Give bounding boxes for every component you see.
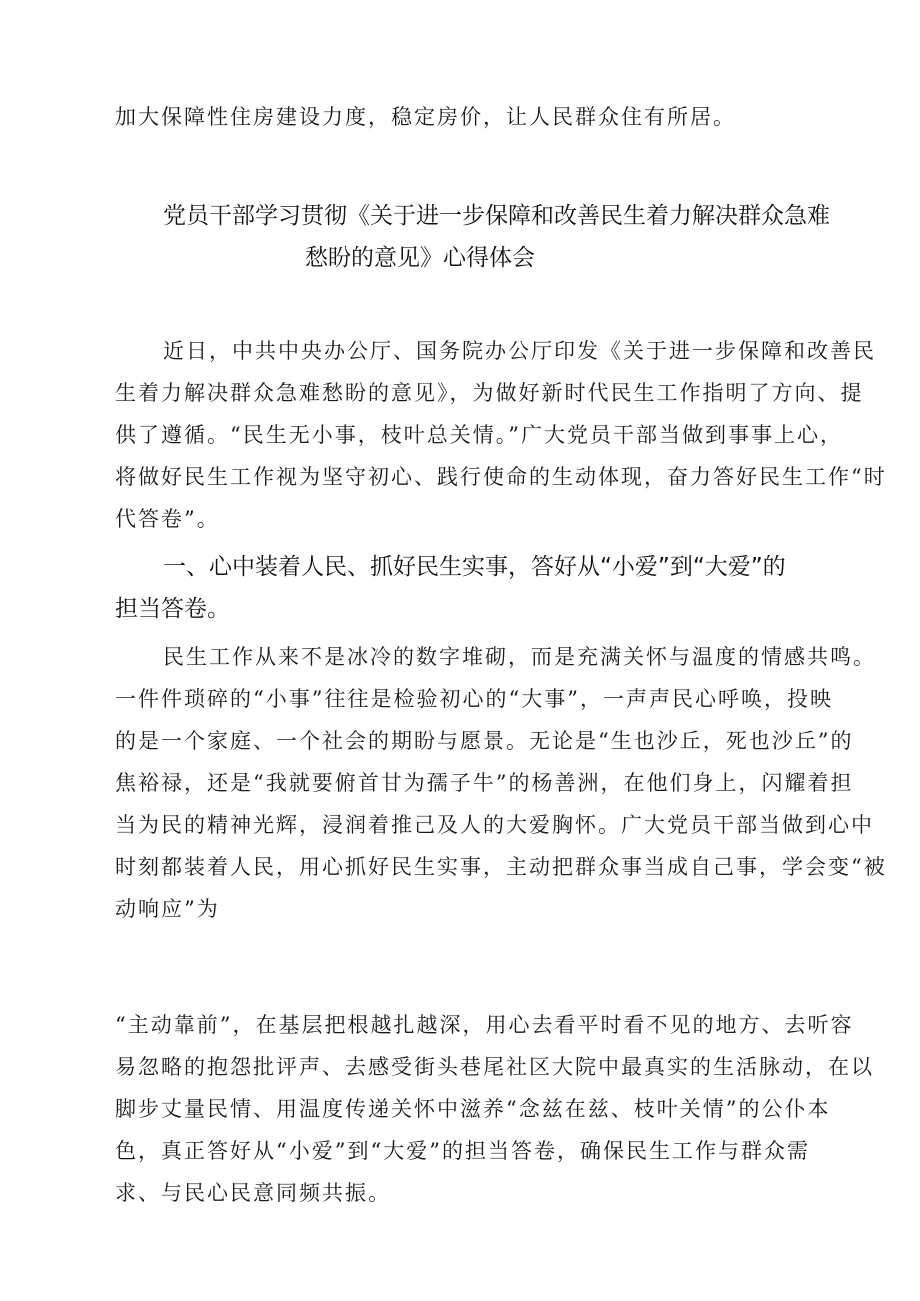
body-line: “主动靠前”，在基层把根越扎越深，用心去看平时看不见的地方、去听容 — [115, 1013, 854, 1037]
body-line: 求、与民心民意同频共振。 — [115, 1181, 391, 1205]
article-title-line-1: 党员干部学习贯彻《关于进一步保障和改善民生着力解决群众急难 — [163, 203, 830, 229]
body-line: 色，真正答好从“小爱”到“大爱”的担当答卷，确保民生工作与群众需 — [115, 1139, 810, 1163]
body-line: 的是一个家庭、一个社会的期盼与愿景。无论是“生也沙丘，死也沙丘”的 — [115, 729, 854, 753]
previous-paragraph-tail: 加大保障性住房建设力度，稳定房价，让人民群众住有所居。 — [115, 105, 736, 129]
body-line: 当为民的精神光辉，浸润着推己及人的大爱胸怀。广大党员干部当做到心中 — [115, 813, 874, 837]
body-line: 时刻都装着人民，用心抓好民生实事，主动把群众事当成自己事，学会变“被 — [115, 855, 887, 879]
section-heading-line-2: 担当答卷。 — [115, 596, 230, 622]
body-line: 焦裕禄，还是“我就要俯首甘为孺子牛”的杨善洲，在他们身上，闪耀着担 — [115, 771, 854, 795]
intro-line: 将做好民生工作视为坚守初心、践行使命的生动体现，奋力答好民生工作“时 — [115, 465, 887, 489]
body-line: 脚步丈量民情、用温度传递关怀中滋养“念兹在兹、枝叶关情”的公仆本 — [115, 1097, 831, 1121]
article-title-line-2: 愁盼的意见》心得体会 — [305, 245, 535, 271]
intro-line: 供了遵循。“民生无小事，枝叶总关情。”广大党员干部当做到事事上心， — [115, 423, 843, 447]
intro-line: 生着力解决群众急难愁盼的意见》，为做好新时代民生工作指明了方向、提 — [115, 381, 864, 405]
intro-line: 代答卷”。 — [115, 507, 220, 531]
section-heading-line-1: 一、心中装着人民、抓好民生实事，答好从“小爱”到“大爱”的 — [163, 554, 786, 580]
body-line: 动响应”为 — [115, 897, 220, 921]
body-line: 一件件琐碎的“小事”往往是检验初心的“大事”，一声声民心呼唤，投映 — [115, 687, 833, 711]
body-line: 易忽略的抱怨批评声、去感受街头巷尾社区大院中最真实的生活脉动，在以 — [115, 1055, 874, 1079]
intro-line: 近日，中共中央办公厅、国务院办公厅印发《关于进一步保障和改善民 — [163, 339, 876, 363]
body-line: 民生工作从来不是冰冷的数字堆砌，而是充满关怀与温度的情感共鸣。 — [163, 645, 876, 669]
